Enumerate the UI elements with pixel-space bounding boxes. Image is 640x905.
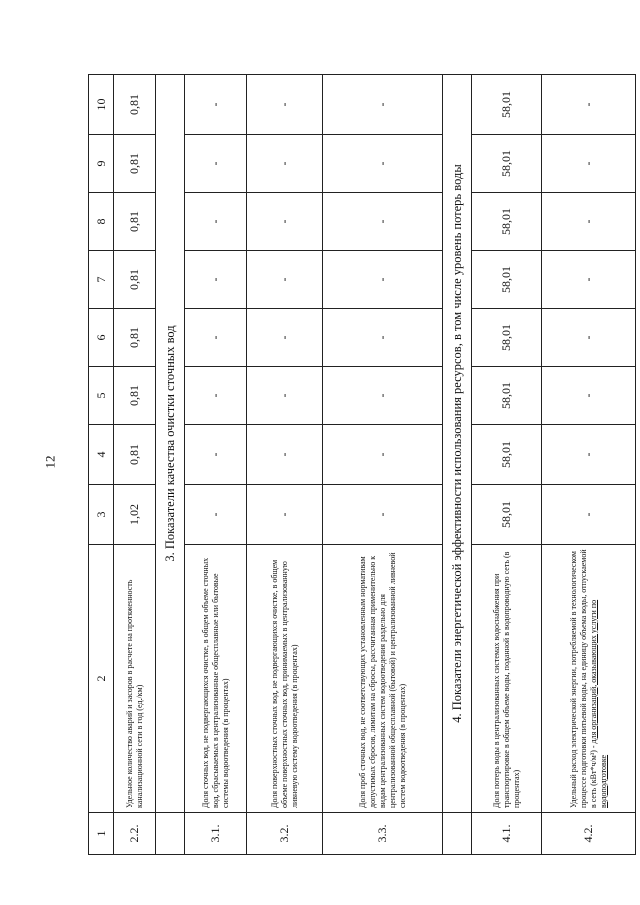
row-description-main: Удельный расход электрической энергии, потребляемой в технологическом процессе подготовки питьевой воды, на единицу объема воды, отпускаемой в сеть (кВт*ч/м³) - [568,549,598,808]
value-cell: - [323,135,443,193]
value-cell: - [185,135,247,193]
value-cell: - [542,193,636,251]
value-cell: 58,01 [472,251,542,309]
table-row [323,75,443,855]
value-cell: - [247,309,323,367]
value-cell: - [185,425,247,485]
header-cell: 1 [89,813,114,855]
value-cell: 1,02 [114,485,156,545]
section-header-row [443,75,472,855]
value-cell: - [247,251,323,309]
row-description-underlined: для организаций, оказывающих услуги по водоподготовке [588,599,608,808]
value-cell: 58,01 [472,75,542,135]
row-description: Доля сточных вод, не подвергающихся очистке, в общем объеме сточных вод, сбрасываемых в централизованные общесплавные или бытовые системы водоотведения (в процентах) [185,545,247,813]
value-cell: - [247,367,323,425]
header-cell: 9 [89,135,114,193]
section-spacer [443,813,472,855]
value-cell: 58,01 [472,367,542,425]
value-cell: - [542,485,636,545]
section-spacer [156,813,185,855]
header-row [89,75,114,855]
value-cell: - [542,309,636,367]
value-cell: - [247,135,323,193]
table-row [185,75,247,855]
value-cell: 0,81 [114,367,156,425]
row-description [542,545,636,813]
row-description: Удельное количество аварий и засоров в расчете на протяженность канализационной сети в год (ед./км) [114,545,156,813]
section-4-title: 4. Показатели энергетической эффективности использования ресурсов, в том числе уровень потерь воды [443,75,472,813]
table-row [472,75,542,855]
value-cell: - [323,193,443,251]
value-cell: 0,81 [114,193,156,251]
value-cell: - [247,425,323,485]
value-cell: - [542,251,636,309]
row-number: 3.2. [247,813,323,855]
value-cell: - [542,135,636,193]
row-number: 3.3. [323,813,443,855]
value-cell: 0,81 [114,251,156,309]
value-cell: - [247,75,323,135]
header-cell: 7 [89,251,114,309]
row-description: Доля проб сточных вод, не соответствующих установленным нормативам допустимых сбросов, лимитам на сбросы, рассчитанная применительно к видам централизованных систем водоотведения раздельно для централизованной общесплавной (бытовой) и централизованной ливневой систем водоотведения (в процентах) [323,545,443,813]
value-cell: 0,81 [114,309,156,367]
value-cell: - [323,251,443,309]
table-row [542,75,636,855]
row-number: 2.2. [114,813,156,855]
header-cell: 3 [89,485,114,545]
value-cell: - [185,367,247,425]
header-cell: 6 [89,309,114,367]
page-number: 12 [42,455,58,469]
value-cell: - [185,75,247,135]
value-cell: - [323,367,443,425]
value-cell: - [542,367,636,425]
value-cell: - [542,75,636,135]
value-cell: - [323,485,443,545]
row-number: 4.1. [472,813,542,855]
value-cell: 58,01 [472,309,542,367]
value-cell: 58,01 [472,193,542,251]
section-header-row [156,75,185,855]
row-number: 3.1. [185,813,247,855]
value-cell: - [542,425,636,485]
row-number: 4.2. [542,813,636,855]
table-row [114,75,156,855]
rotated-table-container [88,75,618,855]
table-row [247,75,323,855]
header-cell: 8 [89,193,114,251]
value-cell: - [247,485,323,545]
value-cell: 0,81 [114,425,156,485]
value-cell: - [185,309,247,367]
value-cell: - [323,425,443,485]
value-cell: - [185,485,247,545]
row-description: Доля поверхностных сточных вод, не подвергающихся очистке, в общем объеме поверхностных сточных вод, принимаемых в централизованную ливневую систему водоотведения (в процентах) [247,545,323,813]
header-cell: 4 [89,425,114,485]
value-cell: - [323,309,443,367]
header-cell: 2 [89,545,114,813]
section-3-title: 3. Показатели качества очистки сточных вод [156,75,185,813]
value-cell: - [185,251,247,309]
value-cell: 0,81 [114,75,156,135]
value-cell: 58,01 [472,485,542,545]
header-cell: 5 [89,367,114,425]
header-cell: 10 [89,75,114,135]
value-cell: 0,81 [114,135,156,193]
value-cell: - [323,75,443,135]
row-description: Доля потерь воды в централизованных системах водоснабжения при транспортировке в общем объеме воды, поданной в водопроводную сеть (в процентах) [472,545,542,813]
value-cell: - [185,193,247,251]
value-cell: 58,01 [472,425,542,485]
value-cell: 58,01 [472,135,542,193]
indicators-table [88,74,636,855]
value-cell: - [247,193,323,251]
